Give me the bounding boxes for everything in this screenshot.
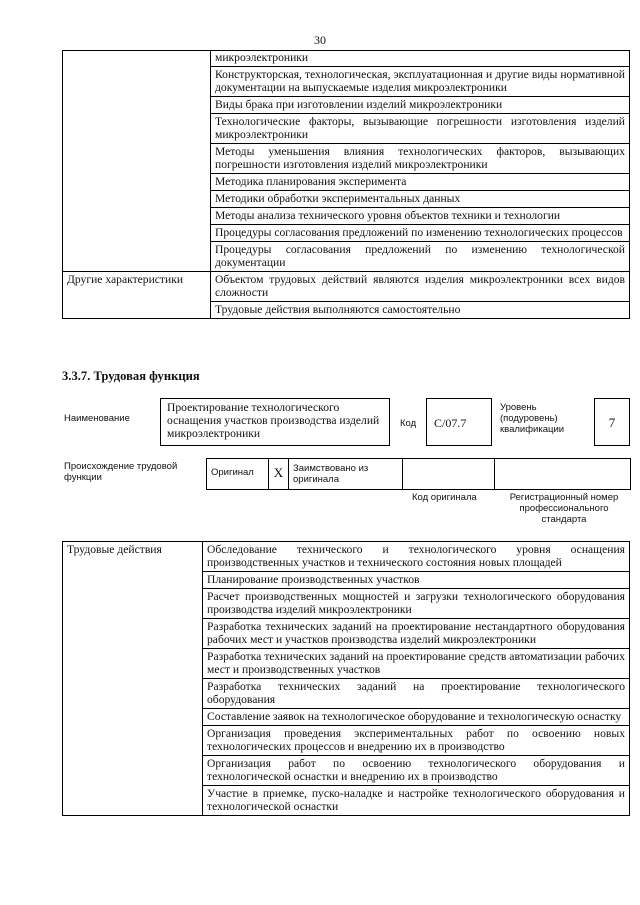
- other-characteristics-label: Другие характеристики: [63, 272, 211, 319]
- borrowed-cell: Заимствовано из оригинала: [289, 459, 403, 490]
- reg-number-cell: [495, 459, 631, 490]
- table-cell: Трудовые действия выполняются самостоятельно: [211, 302, 630, 319]
- origin-table: [206, 458, 631, 490]
- table-cell: Разработка технических заданий на проектирование технологического оборудования: [203, 679, 630, 709]
- table-cell: Технологические факторы, вызывающие погрешности изготовления изделий микроэлектроники: [211, 114, 630, 144]
- table-row: [63, 542, 630, 572]
- table-cell: Методы анализа технического уровня объектов техники и технологии: [211, 208, 630, 225]
- code-label: Код: [400, 418, 417, 429]
- knowledge-table-continuation: [62, 50, 630, 319]
- table-cell: Разработка технических заданий на проектирование средств автоматизации рабочих мест и производственных участков: [203, 649, 630, 679]
- table-cell: Обследование технического и технологического уровня оснащения производственных участков и технического состояния новых площадей: [203, 542, 630, 572]
- table-cell: Процедуры согласования предложений по изменению технологических процессов: [211, 225, 630, 242]
- table-cell: Виды брака при изготовлении изделий микроэлектроники: [211, 97, 630, 114]
- table-cell: Объектом трудовых действий являются изделия микроэлектроники всех видов сложности: [211, 272, 630, 302]
- table-cell: Конструкторская, технологическая, эксплуатационная и другие виды нормативной документации на выпускаемые изделия микроэлектроники: [211, 67, 630, 97]
- table-cell: Разработка технических заданий на проектирование нестандартного оборудования рабочих мест и участков производства изделий микроэлектроники: [203, 619, 630, 649]
- labor-actions-label: Трудовые действия: [63, 542, 203, 816]
- code-box: C/07.7: [426, 398, 492, 446]
- table-cell: микроэлектроники: [211, 51, 630, 67]
- table-cell: Расчет производственных мощностей и загрузки технологического оборудования производства изделий микроэлектроники: [203, 589, 630, 619]
- origin-label: Происхождение трудовой функции: [64, 461, 178, 483]
- page-number: 30: [314, 33, 326, 47]
- qualification-level-box: 7: [594, 398, 630, 446]
- original-cell: Оригинал: [207, 459, 269, 490]
- section-heading: 3.3.7. Трудовая функция: [62, 369, 200, 383]
- original-code-label: Код оригинала: [412, 492, 477, 503]
- table-row: [63, 51, 630, 67]
- original-mark: X: [269, 459, 289, 490]
- table-cell: Организация работ по освоению технологического оборудования и технологической оснастки и внедрению их в производство: [203, 756, 630, 786]
- table-cell: Организация проведения экспериментальных работ по освоению новых технологических процессов и внедрению их в производство: [203, 726, 630, 756]
- reg-number-label: Регистрационный номер профессионального стандарта: [509, 492, 619, 525]
- table-row: [207, 459, 631, 490]
- table-cell: Процедуры согласования предложений по изменению технологической документации: [211, 242, 630, 272]
- name-label: Наименование: [64, 413, 130, 424]
- qualification-level-label: Уровень (подуровень) квалификации: [500, 402, 565, 435]
- table-cell: Методики обработки экспериментальных данных: [211, 191, 630, 208]
- table-cell: Планирование производственных участков: [203, 572, 630, 589]
- table-cell: Участие в приемке, пуско-наладке и настройке технологического оборудования и технологической оснастки: [203, 786, 630, 816]
- empty-label-cell: [63, 51, 211, 272]
- table-cell: Методы уменьшения влияния технологических факторов, вызывающих погрешности изготовления изделий микроэлектроники: [211, 144, 630, 174]
- labor-actions-table: [62, 541, 630, 816]
- table-cell: Методика планирования эксперимента: [211, 174, 630, 191]
- table-cell: Составление заявок на технологическое оборудование и технологическую оснастку: [203, 709, 630, 726]
- table-row: [63, 272, 630, 302]
- original-code-cell: [403, 459, 495, 490]
- function-name-box: Проектирование технологического оснащения участков производства изделий микроэлектроники: [160, 398, 390, 446]
